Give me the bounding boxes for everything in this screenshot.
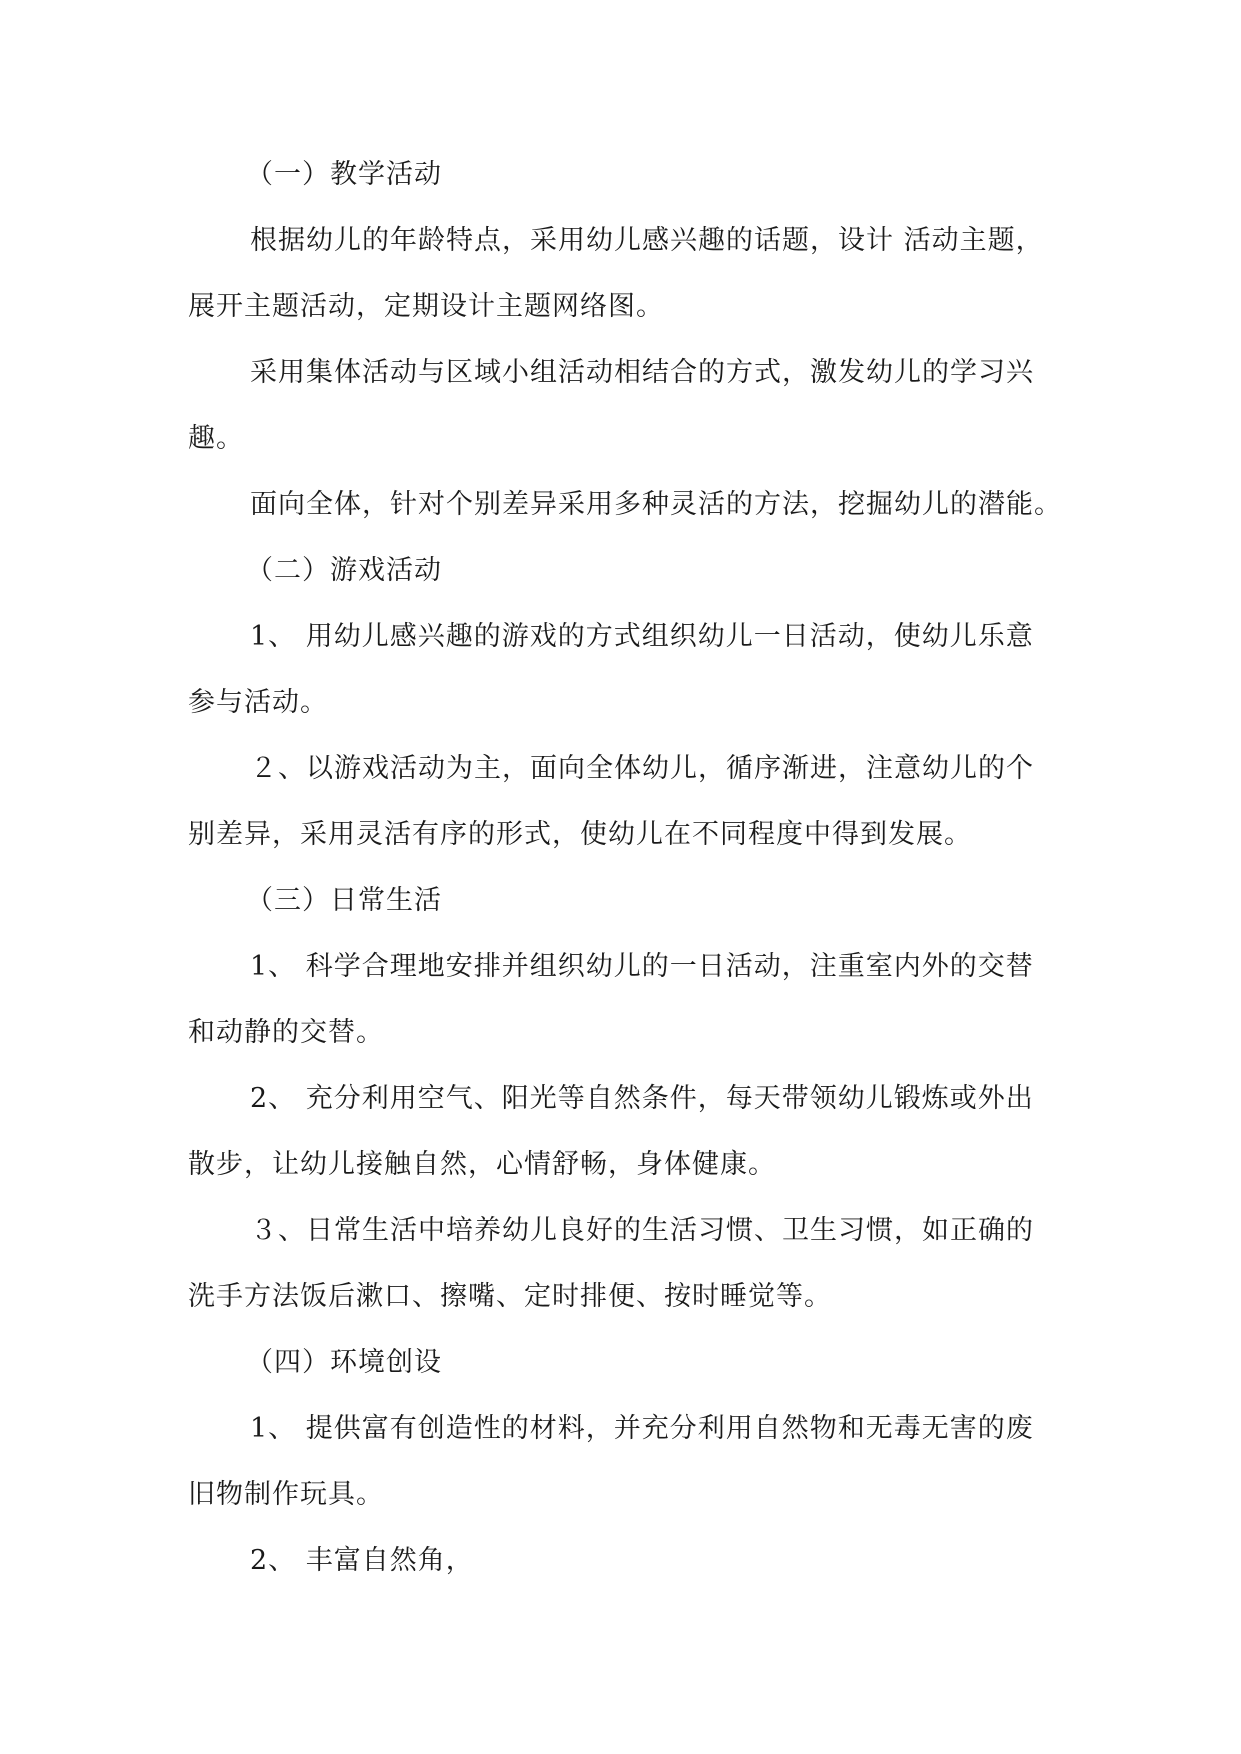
list-item-line: 1、 提供富有创造性的材料，并充分利用自然物和无毒无害的废 (250, 1413, 1034, 1444)
list-item-line: 1、 科学合理地安排并组织幼儿的一日活动，注重室内外的交替 (250, 951, 1034, 982)
list-item-line: 1、 用幼儿感兴趣的游戏的方式组织幼儿一日活动，使幼儿乐意 (250, 621, 1034, 652)
list-item-line: 2、 充分利用空气、阳光等自然条件，每天带领幼儿锻炼或外出 (250, 1083, 1034, 1114)
paragraph-line: 采用集体活动与区域小组活动相结合的方式，激发幼儿的学习兴 (250, 357, 1034, 388)
section-heading-environment: （四）环境创设 (246, 1347, 442, 1378)
list-item-line: 洗手方法饭后漱口、擦嘴、定时排便、按时睡觉等。 (188, 1281, 832, 1312)
section-heading-daily-life: （三）日常生活 (246, 885, 442, 916)
list-item-line: ３、日常生活中培养幼儿良好的生活习惯、卫生习惯，如正确的 (250, 1215, 1034, 1246)
paragraph-line: 趣。 (188, 423, 244, 454)
document-body (188, 157, 1062, 1609)
list-item-line: 散步，让幼儿接触自然，心情舒畅，身体健康。 (188, 1149, 776, 1180)
list-item-line: 别差异，采用灵活有序的形式，使幼儿在不同程度中得到发展。 (188, 819, 972, 850)
list-item-line: 旧物制作玩具。 (188, 1479, 384, 1510)
paragraph-line: 根据幼儿的年龄特点，采用幼儿感兴趣的话题，设计 活动主题， (250, 225, 1044, 256)
section-heading-games: （二）游戏活动 (246, 555, 442, 586)
list-item-line: 2、 丰富自然角， (250, 1545, 474, 1576)
paragraph-line: 面向全体，针对个别差异采用多种灵活的方法，挖掘幼儿的潜能。 (250, 489, 1062, 520)
paragraph-line: 展开主题活动，定期设计主题网络图。 (188, 291, 664, 322)
list-item-line: 和动静的交替。 (188, 1017, 384, 1048)
section-heading-teaching: （一）教学活动 (246, 159, 442, 190)
list-item-line: ２、以游戏活动为主，面向全体幼儿，循序渐进，注意幼儿的个 (250, 753, 1034, 784)
list-item-line: 参与活动。 (188, 687, 328, 718)
